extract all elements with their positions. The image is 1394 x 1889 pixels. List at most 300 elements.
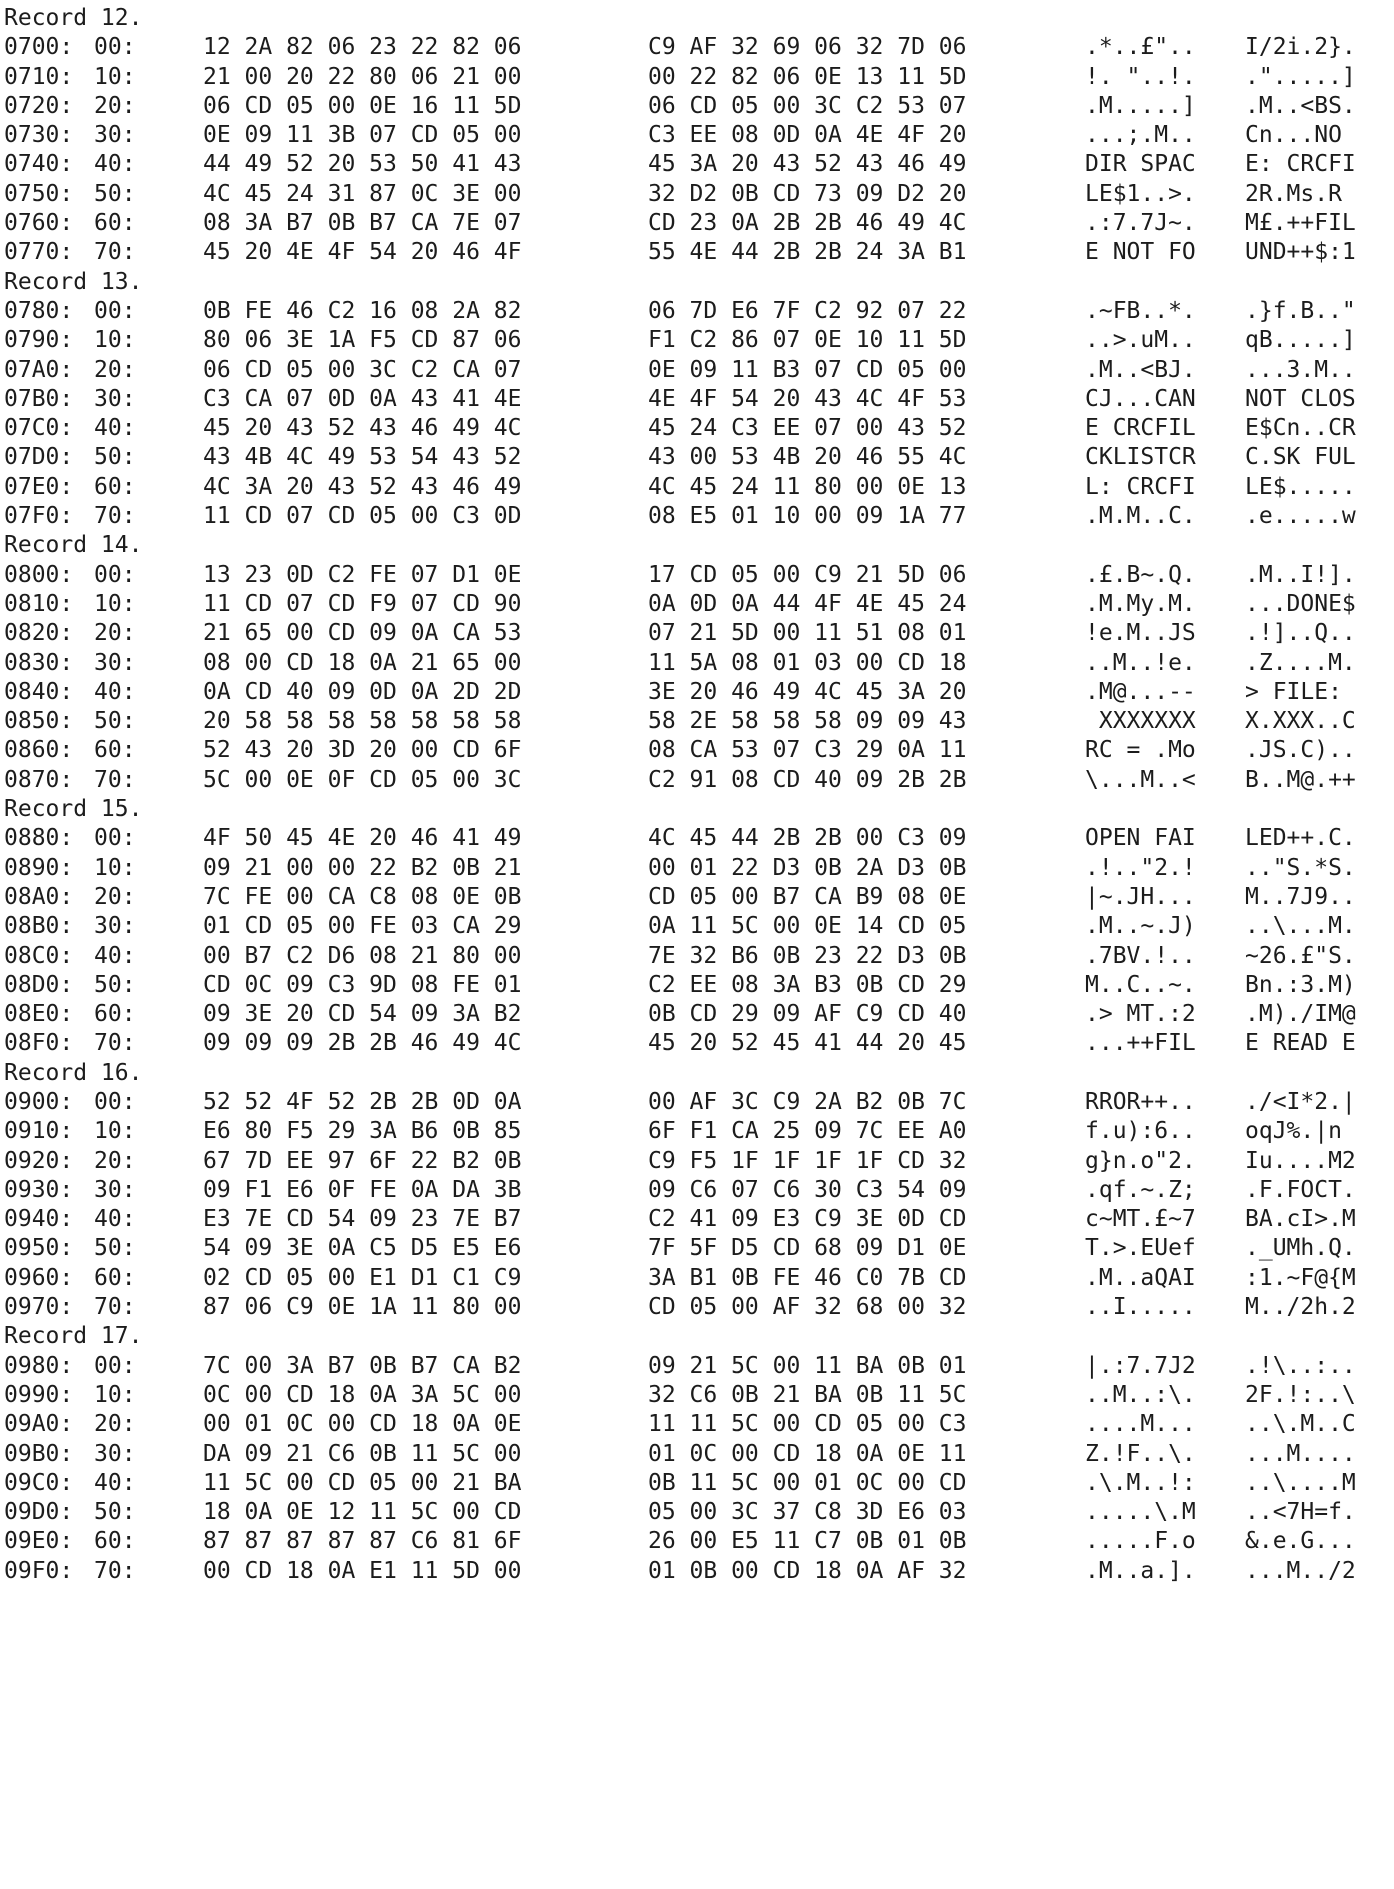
row-address: 0990: xyxy=(4,1381,74,1408)
row-address: 0880: xyxy=(4,825,74,852)
ascii-first-half: c~MT.£~7 xyxy=(1085,1206,1196,1233)
row-address: 08E0: xyxy=(4,1001,74,1028)
dump-row xyxy=(4,1557,1390,1586)
ascii-second-half: 2F.!:..\ xyxy=(1245,1381,1356,1408)
row-address: 0980: xyxy=(4,1352,74,1379)
ascii-second-half: ._UMh.Q. xyxy=(1245,1235,1356,1262)
dump-row xyxy=(4,326,1390,355)
ascii-second-half: .."S.*S. xyxy=(1245,854,1356,881)
row-address: 0810: xyxy=(4,590,74,617)
hex-bytes-first-half: 01 CD 05 00 FE 03 CA 29 xyxy=(203,913,522,940)
row-offset: 20: xyxy=(94,356,136,383)
row-address: 07E0: xyxy=(4,473,74,500)
ascii-second-half: UND++$:1 xyxy=(1245,239,1356,266)
row-address: 07F0: xyxy=(4,503,74,530)
ascii-second-half: ...M.... xyxy=(1245,1440,1356,1467)
ascii-second-half: M../2h.2 xyxy=(1245,1294,1356,1321)
row-offset: 00: xyxy=(94,561,136,588)
ascii-second-half: ..\...M. xyxy=(1245,913,1356,940)
hex-bytes-first-half: 13 23 0D C2 FE 07 D1 0E xyxy=(203,561,522,588)
row-address: 0930: xyxy=(4,1176,74,1203)
row-offset: 00: xyxy=(94,825,136,852)
ascii-second-half: E: CRCFI xyxy=(1245,151,1356,178)
hex-bytes-second-half: CD 23 0A 2B 2B 46 49 4C xyxy=(648,210,967,237)
hex-bytes-second-half: 0B CD 29 09 AF C9 CD 40 xyxy=(648,1001,967,1028)
hex-bytes-first-half: CD 0C 09 C3 9D 08 FE 01 xyxy=(203,971,522,998)
hex-bytes-first-half: 4F 50 45 4E 20 46 41 49 xyxy=(203,825,522,852)
row-address: 0720: xyxy=(4,92,74,119)
row-offset: 70: xyxy=(94,1030,136,1057)
ascii-second-half: LED++.C. xyxy=(1245,825,1356,852)
hex-bytes-second-half: C9 AF 32 69 06 32 7D 06 xyxy=(648,34,967,61)
hex-bytes-second-half: 06 7D E6 7F C2 92 07 22 xyxy=(648,297,967,324)
hex-bytes-second-half: 07 21 5D 00 11 51 08 01 xyxy=(648,620,967,647)
ascii-first-half: .:7.7J~. xyxy=(1085,210,1196,237)
hex-bytes-second-half: 32 D2 0B CD 73 09 D2 20 xyxy=(648,180,967,207)
row-address: 09B0: xyxy=(4,1440,74,1467)
ascii-first-half: !. "..!. xyxy=(1085,63,1196,90)
hex-bytes-second-half: 08 E5 01 10 00 09 1A 77 xyxy=(648,503,967,530)
row-offset: 20: xyxy=(94,1147,136,1174)
hex-bytes-first-half: 44 49 52 20 53 50 41 43 xyxy=(203,151,522,178)
hex-bytes-second-half: 55 4E 44 2B 2B 24 3A B1 xyxy=(648,239,967,266)
row-address: 0820: xyxy=(4,620,74,647)
row-address: 09A0: xyxy=(4,1411,74,1438)
dump-row xyxy=(4,912,1390,941)
ascii-first-half: .*..£".. xyxy=(1085,34,1196,61)
dump-row xyxy=(4,883,1390,912)
row-address: 08D0: xyxy=(4,971,74,998)
hex-bytes-first-half: 20 58 58 58 58 58 58 58 xyxy=(203,708,522,735)
ascii-second-half: ...DONE$ xyxy=(1245,590,1356,617)
hex-bytes-first-half: 11 5C 00 CD 05 00 21 BA xyxy=(203,1469,522,1496)
row-address: 0740: xyxy=(4,151,74,178)
hex-bytes-second-half: 0B 11 5C 00 01 0C 00 CD xyxy=(648,1469,967,1496)
hex-bytes-second-half: 08 CA 53 07 C3 29 0A 11 xyxy=(648,737,967,764)
dump-row xyxy=(4,1029,1390,1058)
dump-row xyxy=(4,1205,1390,1234)
dump-row xyxy=(4,297,1390,326)
ascii-second-half: qB.....] xyxy=(1245,327,1356,354)
dump-row xyxy=(4,1088,1390,1117)
dump-row xyxy=(4,209,1390,238)
ascii-first-half: .~FB..*. xyxy=(1085,297,1196,324)
hex-bytes-first-half: 7C FE 00 CA C8 08 0E 0B xyxy=(203,883,522,910)
dump-row xyxy=(4,1410,1390,1439)
hex-bytes-first-half: 09 3E 20 CD 54 09 3A B2 xyxy=(203,1001,522,1028)
ascii-second-half: ..\....M xyxy=(1245,1469,1356,1496)
dump-row xyxy=(4,1147,1390,1176)
ascii-first-half: ....M... xyxy=(1085,1411,1196,1438)
row-offset: 70: xyxy=(94,1557,136,1584)
ascii-second-half: NOT CLOS xyxy=(1245,385,1356,412)
ascii-first-half: LE$1..>. xyxy=(1085,180,1196,207)
dump-row xyxy=(4,121,1390,150)
row-offset: 50: xyxy=(94,1235,136,1262)
row-offset: 60: xyxy=(94,210,136,237)
hex-bytes-second-half: 11 11 5C 00 CD 05 00 C3 xyxy=(648,1411,967,1438)
ascii-second-half: .!]..Q.. xyxy=(1245,620,1356,647)
hex-bytes-first-half: 87 87 87 87 87 C6 81 6F xyxy=(203,1528,522,1555)
hex-bytes-second-half: 06 CD 05 00 3C C2 53 07 xyxy=(648,92,967,119)
hex-bytes-second-half: F1 C2 86 07 0E 10 11 5D xyxy=(648,327,967,354)
hex-bytes-second-half: C2 91 08 CD 40 09 2B 2B xyxy=(648,766,967,793)
row-offset: 40: xyxy=(94,151,136,178)
row-offset: 10: xyxy=(94,854,136,881)
dump-row xyxy=(4,649,1390,678)
ascii-first-half: Z.!F..\. xyxy=(1085,1440,1196,1467)
hex-bytes-first-half: 06 CD 05 00 0E 16 11 5D xyxy=(203,92,522,119)
row-address: 08F0: xyxy=(4,1030,74,1057)
row-address: 0830: xyxy=(4,649,74,676)
hex-bytes-first-half: 5C 00 0E 0F CD 05 00 3C xyxy=(203,766,522,793)
hex-bytes-second-half: 45 20 52 45 41 44 20 45 xyxy=(648,1030,967,1057)
row-address: 09D0: xyxy=(4,1499,74,1526)
row-offset: 10: xyxy=(94,327,136,354)
hex-bytes-first-half: 43 4B 4C 49 53 54 43 52 xyxy=(203,444,522,471)
hex-bytes-second-half: CD 05 00 AF 32 68 00 32 xyxy=(648,1294,967,1321)
row-offset: 30: xyxy=(94,1176,136,1203)
hex-bytes-first-half: 18 0A 0E 12 11 5C 00 CD xyxy=(203,1499,522,1526)
row-address: 0970: xyxy=(4,1294,74,1321)
ascii-second-half: 2R.Ms.R xyxy=(1245,180,1342,207)
row-offset: 60: xyxy=(94,1001,136,1028)
ascii-second-half: .M..I!]. xyxy=(1245,561,1356,588)
dump-row xyxy=(4,1117,1390,1146)
hex-bytes-second-half: 00 22 82 06 0E 13 11 5D xyxy=(648,63,967,90)
hex-bytes-second-half: 05 00 3C 37 C8 3D E6 03 xyxy=(648,1499,967,1526)
hex-bytes-second-half: 00 01 22 D3 0B 2A D3 0B xyxy=(648,854,967,881)
hex-bytes-first-half: 0E 09 11 3B 07 CD 05 00 xyxy=(203,122,522,149)
ascii-second-half: BA.cI>.M xyxy=(1245,1206,1356,1233)
row-offset: 30: xyxy=(94,122,136,149)
row-offset: 40: xyxy=(94,942,136,969)
hex-bytes-first-half: C3 CA 07 0D 0A 43 41 4E xyxy=(203,385,522,412)
hex-bytes-first-half: 52 43 20 3D 20 00 CD 6F xyxy=(203,737,522,764)
ascii-second-half: Bn.:3.M) xyxy=(1245,971,1356,998)
dump-row xyxy=(4,150,1390,179)
hex-bytes-first-half: 00 B7 C2 D6 08 21 80 00 xyxy=(203,942,522,969)
hex-bytes-first-half: E3 7E CD 54 09 23 7E B7 xyxy=(203,1206,522,1233)
ascii-second-half: .JS.C).. xyxy=(1245,737,1356,764)
dump-row xyxy=(4,33,1390,62)
ascii-second-half: LE$..... xyxy=(1245,473,1356,500)
hex-bytes-first-half: 54 09 3E 0A C5 D5 E5 E6 xyxy=(203,1235,522,1262)
row-address: 07A0: xyxy=(4,356,74,383)
hex-bytes-first-half: 09 21 00 00 22 B2 0B 21 xyxy=(203,854,522,881)
dump-row xyxy=(4,619,1390,648)
hex-bytes-first-half: 11 CD 07 CD 05 00 C3 0D xyxy=(203,503,522,530)
row-offset: 20: xyxy=(94,620,136,647)
dump-row xyxy=(4,1176,1390,1205)
dump-row xyxy=(4,92,1390,121)
ascii-second-half: Iu....M2 xyxy=(1245,1147,1356,1174)
row-address: 08B0: xyxy=(4,913,74,940)
row-offset: 50: xyxy=(94,180,136,207)
row-address: 07C0: xyxy=(4,415,74,442)
record-title: Record 12. xyxy=(4,5,143,31)
hex-bytes-first-half: 08 3A B7 0B B7 CA 7E 07 xyxy=(203,210,522,237)
hex-bytes-first-half: 52 52 4F 52 2B 2B 0D 0A xyxy=(203,1088,522,1115)
ascii-first-half: ..I..... xyxy=(1085,1294,1196,1321)
hex-bytes-second-half: 01 0B 00 CD 18 0A AF 32 xyxy=(648,1557,967,1584)
ascii-first-half: CKLISTCR xyxy=(1085,444,1196,471)
ascii-first-half: .M.....] xyxy=(1085,92,1196,119)
hex-bytes-second-half: 11 5A 08 01 03 00 CD 18 xyxy=(648,649,967,676)
hex-bytes-first-half: 4C 3A 20 43 52 43 46 49 xyxy=(203,473,522,500)
ascii-first-half: .M@...-- xyxy=(1085,678,1196,705)
dump-row xyxy=(4,63,1390,92)
hex-bytes-first-half: 45 20 43 52 43 46 49 4C xyxy=(203,415,522,442)
record-title: Record 16. xyxy=(4,1059,143,1086)
dump-row xyxy=(4,590,1390,619)
ascii-second-half: .M..<BS. xyxy=(1245,92,1356,119)
ascii-first-half: |.:7.7J2 xyxy=(1085,1352,1196,1379)
hex-bytes-first-half: 0C 00 CD 18 0A 3A 5C 00 xyxy=(203,1381,522,1408)
hex-bytes-second-half: 01 0C 00 CD 18 0A 0E 11 xyxy=(648,1440,967,1467)
row-address: 08A0: xyxy=(4,883,74,910)
ascii-second-half: > FILE: xyxy=(1245,678,1342,705)
ascii-first-half: \...M..< xyxy=(1085,766,1196,793)
row-offset: 60: xyxy=(94,737,136,764)
row-address: 0710: xyxy=(4,63,74,90)
hex-bytes-second-half: 17 CD 05 00 C9 21 5D 06 xyxy=(648,561,967,588)
hex-bytes-second-half: 4C 45 44 2B 2B 00 C3 09 xyxy=(648,825,967,852)
ascii-second-half: E READ E xyxy=(1245,1030,1356,1057)
hex-bytes-first-half: 0B FE 46 C2 16 08 2A 82 xyxy=(203,297,522,324)
ascii-first-half: ...++FIL xyxy=(1085,1030,1196,1057)
ascii-second-half: oqJ%.|n xyxy=(1245,1118,1342,1145)
ascii-first-half: ..M..!e. xyxy=(1085,649,1196,676)
row-address: 0700: xyxy=(4,34,74,61)
row-address: 0790: xyxy=(4,327,74,354)
hex-bytes-second-half: 0A 11 5C 00 0E 14 CD 05 xyxy=(648,913,967,940)
hex-bytes-first-half: 67 7D EE 97 6F 22 B2 0B xyxy=(203,1147,522,1174)
row-offset: 70: xyxy=(94,766,136,793)
dump-row xyxy=(4,502,1390,531)
ascii-second-half: M£.++FIL xyxy=(1245,210,1356,237)
dump-row xyxy=(4,736,1390,765)
dump-row xyxy=(4,824,1390,853)
ascii-first-half: .£.B~.Q. xyxy=(1085,561,1196,588)
hex-bytes-first-half: 0A CD 40 09 0D 0A 2D 2D xyxy=(203,678,522,705)
row-address: 08C0: xyxy=(4,942,74,969)
hex-bytes-second-half: 3A B1 0B FE 46 C0 7B CD xyxy=(648,1264,967,1291)
dump-row xyxy=(4,238,1390,267)
dump-row xyxy=(4,942,1390,971)
row-offset: 00: xyxy=(94,1088,136,1115)
ascii-first-half: .qf.~.Z; xyxy=(1085,1176,1196,1203)
ascii-first-half: ..M..:\. xyxy=(1085,1381,1196,1408)
hex-bytes-second-half: C3 EE 08 0D 0A 4E 4F 20 xyxy=(648,122,967,149)
dump-row xyxy=(4,1352,1390,1381)
row-offset: 60: xyxy=(94,1528,136,1555)
ascii-first-half: OPEN FAI xyxy=(1085,825,1196,852)
dump-row xyxy=(4,356,1390,385)
ascii-first-half: CJ...CAN xyxy=(1085,385,1196,412)
ascii-second-half: C.SK FUL xyxy=(1245,444,1356,471)
ascii-second-half: .!\..:.. xyxy=(1245,1352,1356,1379)
row-offset: 40: xyxy=(94,1469,136,1496)
hex-bytes-second-half: 09 21 5C 00 11 BA 0B 01 xyxy=(648,1352,967,1379)
hex-bytes-first-half: E6 80 F5 29 3A B6 0B 85 xyxy=(203,1118,522,1145)
row-offset: 00: xyxy=(94,34,136,61)
hex-bytes-second-half: 45 3A 20 43 52 43 46 49 xyxy=(648,151,967,178)
ascii-second-half: ~26.£"S. xyxy=(1245,942,1356,969)
hex-bytes-first-half: 4C 45 24 31 87 0C 3E 00 xyxy=(203,180,522,207)
dump-row xyxy=(4,561,1390,590)
row-address: 0800: xyxy=(4,561,74,588)
row-offset: 10: xyxy=(94,590,136,617)
row-offset: 60: xyxy=(94,1264,136,1291)
row-address: 0860: xyxy=(4,737,74,764)
hex-bytes-first-half: 21 65 00 CD 09 0A CA 53 xyxy=(203,620,522,647)
ascii-first-half: .> MT.:2 xyxy=(1085,1001,1196,1028)
row-offset: 30: xyxy=(94,649,136,676)
dump-row xyxy=(4,180,1390,209)
row-offset: 10: xyxy=(94,63,136,90)
ascii-second-half: .F.FOCT. xyxy=(1245,1176,1356,1203)
dump-row xyxy=(4,678,1390,707)
row-offset: 20: xyxy=(94,883,136,910)
hex-bytes-second-half: 45 24 C3 EE 07 00 43 52 xyxy=(648,415,967,442)
ascii-first-half: DIR SPAC xyxy=(1085,151,1196,178)
hex-bytes-first-half: 00 01 0C 00 CD 18 0A 0E xyxy=(203,1411,522,1438)
hex-bytes-second-half: 58 2E 58 58 58 09 09 43 xyxy=(648,708,967,735)
dump-row xyxy=(4,766,1390,795)
row-offset: 70: xyxy=(94,239,136,266)
row-address: 0840: xyxy=(4,678,74,705)
dump-row xyxy=(4,414,1390,443)
ascii-first-half: RROR++.. xyxy=(1085,1088,1196,1115)
ascii-first-half: E CRCFIL xyxy=(1085,415,1196,442)
hex-bytes-second-half: 26 00 E5 11 C7 0B 01 0B xyxy=(648,1528,967,1555)
ascii-first-half: .....F.o xyxy=(1085,1528,1196,1555)
ascii-second-half: ..<7H=f. xyxy=(1245,1499,1356,1526)
hex-bytes-first-half: 87 06 C9 0E 1A 11 80 00 xyxy=(203,1294,522,1321)
ascii-first-half: .M.My.M. xyxy=(1085,590,1196,617)
row-offset: 60: xyxy=(94,473,136,500)
hex-bytes-first-half: 09 F1 E6 0F FE 0A DA 3B xyxy=(203,1176,522,1203)
row-offset: 50: xyxy=(94,708,136,735)
dump-row xyxy=(4,707,1390,736)
row-offset: 40: xyxy=(94,415,136,442)
ascii-second-half: .M)./IM@ xyxy=(1245,1001,1356,1028)
row-offset: 20: xyxy=(94,1411,136,1438)
hex-bytes-second-half: 7E 32 B6 0B 23 22 D3 0B xyxy=(648,942,967,969)
hex-bytes-first-half: 12 2A 82 06 23 22 82 06 xyxy=(203,34,522,61)
ascii-second-half: .e.....w xyxy=(1245,503,1356,530)
row-offset: 00: xyxy=(94,297,136,324)
ascii-first-half: ...;.M.. xyxy=(1085,122,1196,149)
row-offset: 40: xyxy=(94,1206,136,1233)
dump-row xyxy=(4,1469,1390,1498)
hex-bytes-second-half: C9 F5 1F 1F 1F 1F CD 32 xyxy=(648,1147,967,1174)
ascii-second-half: E$Cn..CR xyxy=(1245,415,1356,442)
dump-row xyxy=(4,1293,1390,1322)
row-offset: 50: xyxy=(94,1499,136,1526)
row-address: 0760: xyxy=(4,210,74,237)
row-address: 0730: xyxy=(4,122,74,149)
row-offset: 30: xyxy=(94,385,136,412)
ascii-first-half: .M..a.]. xyxy=(1085,1557,1196,1584)
ascii-first-half: E NOT FO xyxy=(1085,239,1196,266)
ascii-second-half: B..M@.++ xyxy=(1245,766,1356,793)
row-address: 0850: xyxy=(4,708,74,735)
hex-bytes-first-half: 7C 00 3A B7 0B B7 CA B2 xyxy=(203,1352,522,1379)
dump-row xyxy=(4,385,1390,414)
ascii-first-half: T.>.EUef xyxy=(1085,1235,1196,1262)
hex-bytes-first-half: 45 20 4E 4F 54 20 46 4F xyxy=(203,239,522,266)
row-offset: 00: xyxy=(94,1352,136,1379)
hex-bytes-first-half: 21 00 20 22 80 06 21 00 xyxy=(203,63,522,90)
hex-dump xyxy=(4,4,1390,1586)
ascii-second-half: M..7J9.. xyxy=(1245,883,1356,910)
row-offset: 40: xyxy=(94,678,136,705)
ascii-second-half: ...3.M.. xyxy=(1245,356,1356,383)
row-address: 0870: xyxy=(4,766,74,793)
row-address: 0780: xyxy=(4,297,74,324)
ascii-second-half: .".....] xyxy=(1245,63,1356,90)
ascii-first-half: .\.M..!: xyxy=(1085,1469,1196,1496)
hex-bytes-first-half: 11 CD 07 CD F9 07 CD 90 xyxy=(203,590,522,617)
hex-bytes-first-half: 08 00 CD 18 0A 21 65 00 xyxy=(203,649,522,676)
row-address: 0750: xyxy=(4,180,74,207)
hex-bytes-first-half: 09 09 09 2B 2B 46 49 4C xyxy=(203,1030,522,1057)
dump-row xyxy=(4,1000,1390,1029)
dump-row xyxy=(4,1527,1390,1556)
dump-row xyxy=(4,971,1390,1000)
hex-bytes-second-half: 09 C6 07 C6 30 C3 54 09 xyxy=(648,1176,967,1203)
ascii-first-half: .M..<BJ. xyxy=(1085,356,1196,383)
record-title: Record 13. xyxy=(4,268,143,295)
row-address: 0920: xyxy=(4,1147,74,1174)
hex-bytes-second-half: 00 AF 3C C9 2A B2 0B 7C xyxy=(648,1088,967,1115)
row-address: 09C0: xyxy=(4,1469,74,1496)
hex-bytes-second-half: 32 C6 0B 21 BA 0B 11 5C xyxy=(648,1381,967,1408)
ascii-first-half: RC = .Mo xyxy=(1085,737,1196,764)
row-offset: 30: xyxy=(94,913,136,940)
dump-row xyxy=(4,854,1390,883)
row-address: 0770: xyxy=(4,239,74,266)
row-offset: 20: xyxy=(94,92,136,119)
ascii-second-half: :1.~F@{M xyxy=(1245,1264,1356,1291)
hex-bytes-second-half: 6F F1 CA 25 09 7C EE A0 xyxy=(648,1118,967,1145)
dump-row xyxy=(4,1381,1390,1410)
ascii-second-half: X.XXX..C xyxy=(1245,708,1356,735)
ascii-first-half: |~.JH... xyxy=(1085,883,1196,910)
row-address: 0900: xyxy=(4,1088,74,1115)
hex-bytes-second-half: 43 00 53 4B 20 46 55 4C xyxy=(648,444,967,471)
dump-row xyxy=(4,1498,1390,1527)
row-offset: 10: xyxy=(94,1381,136,1408)
row-address: 0950: xyxy=(4,1235,74,1262)
hex-bytes-first-half: 00 CD 18 0A E1 11 5D 00 xyxy=(203,1557,522,1584)
hex-bytes-second-half: 4E 4F 54 20 43 4C 4F 53 xyxy=(648,385,967,412)
row-offset: 70: xyxy=(94,503,136,530)
ascii-second-half: Cn...NO xyxy=(1245,122,1342,149)
ascii-first-half: L: CRCFI xyxy=(1085,473,1196,500)
ascii-second-half: I/2i.2}. xyxy=(1245,34,1356,61)
row-offset: 30: xyxy=(94,1440,136,1467)
dump-row xyxy=(4,443,1390,472)
row-address: 09F0: xyxy=(4,1557,74,1584)
ascii-second-half: .Z....M. xyxy=(1245,649,1356,676)
hex-bytes-second-half: CD 05 00 B7 CA B9 08 0E xyxy=(648,883,967,910)
ascii-second-half: .}f.B.." xyxy=(1245,297,1356,324)
hex-bytes-second-half: 7F 5F D5 CD 68 09 D1 0E xyxy=(648,1235,967,1262)
ascii-first-half: .M..~.J) xyxy=(1085,913,1196,940)
